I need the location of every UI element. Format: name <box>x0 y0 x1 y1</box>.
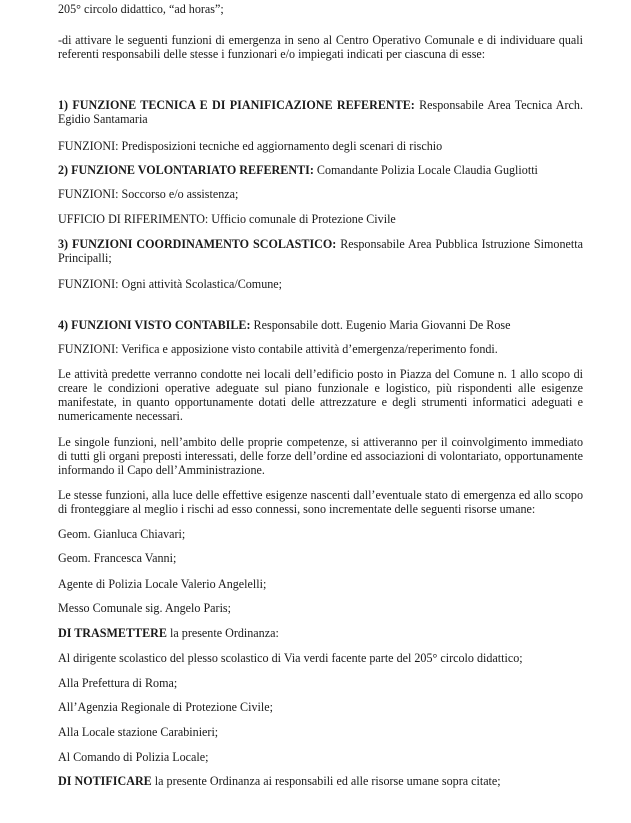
funzione-3-responsible: Responsabile Area Pubblica Istruzione Simonetta Principalli; <box>58 237 583 265</box>
funzione-1-title: 1) FUNZIONE TECNICA E DI PIANIFICAZIONE REFERENTE: <box>58 98 415 112</box>
recipient-item: All’Agenzia Regionale di Protezione Civile; <box>58 700 273 714</box>
funzione-4-tasks: FUNZIONI: Verifica e apposizione visto contabile attività d’emergenza/reperimento fondi. <box>58 342 498 356</box>
funzione-3-heading <box>58 237 583 265</box>
funzione-2-office: UFFICIO DI RIFERIMENTO: Ufficio comunale di Protezione Civile <box>58 212 396 226</box>
trasmettere-bold: DI TRASMETTERE <box>58 626 167 640</box>
funzione-4-responsible: Responsabile dott. Eugenio Maria Giovanni De Rose <box>250 318 511 332</box>
funzione-1-responsible: Responsabile Area Tecnica Arch. Egidio Santamaria <box>58 98 583 126</box>
recipient-item: Alla Locale stazione Carabinieri; <box>58 725 219 739</box>
resource-item: Agente di Polizia Locale Valerio Angelelli; <box>58 577 267 591</box>
funzione-2-responsible: Comandante Polizia Locale Claudia Gugliotti <box>313 163 538 177</box>
notificare-line <box>58 774 583 788</box>
recipient-item: Alla Prefettura di Roma; <box>58 676 178 690</box>
resource-item: Geom. Gianluca Chiavari; <box>58 527 186 541</box>
resource-item: Messo Comunale sig. Angelo Paris; <box>58 601 232 615</box>
resource-item: Geom. Francesca Vanni; <box>58 551 177 565</box>
trasmettere-rest: la presente Ordinanza: <box>167 626 279 640</box>
funzione-2-title: 2) FUNZIONE VOLONTARIATO REFERENTI: <box>58 163 314 177</box>
funzione-4-title: 4) FUNZIONI VISTO CONTABILE: <box>58 318 251 332</box>
funzione-4-heading <box>58 318 583 332</box>
document-page <box>58 0 583 823</box>
intro-line: 205° circolo didattico, “ad horas”; <box>58 2 224 16</box>
notificare-bold: DI NOTIFICARE <box>58 774 152 788</box>
funzione-1-tasks: FUNZIONI: Predisposizioni tecniche ed aggiornamento degli scenari di rischio <box>58 139 443 153</box>
attivare-paragraph: -di attivare le seguenti funzioni di emergenza in seno al Centro Operativo Comunale e di individuare quali referenti responsabili delle stesse i funzionari e/o impiegati indicati per ciascuna di esse: <box>58 33 583 61</box>
paragraph-attivita: Le attività predette verranno condotte nei locali dell’edificio posto in Piazza del Comune n. 1 allo scopo di creare le condizioni operative adeguate sul piano funzionale e logistico, più rispondenti alle esigenze manifestate, in quanto opportunamente dotati delle attrezzature e degli strumenti informatici adeguati e numericamente necessari. <box>58 367 583 423</box>
paragraph-stesse: Le stesse funzioni, alla luce delle effettive esigenze nascenti dall’eventuale stato di emergenza ed allo scopo di fronteggiare al meglio i rischi ad esso connessi, sono incrementate delle seguenti risorse umane: <box>58 488 583 516</box>
funzione-1-heading <box>58 98 583 126</box>
funzione-2-tasks: FUNZIONI: Soccorso e/o assistenza; <box>58 187 239 201</box>
funzione-3-tasks: FUNZIONI: Ogni attività Scolastica/Comune; <box>58 277 283 291</box>
trasmettere-line <box>58 626 583 640</box>
funzione-2-heading <box>58 163 583 177</box>
notificare-rest: la presente Ordinanza ai responsabili ed alle risorse umane sopra citate; <box>151 774 501 788</box>
recipient-item: Al Comando di Polizia Locale; <box>58 750 209 764</box>
paragraph-singole: Le singole funzioni, nell’ambito delle proprie competenze, si attiveranno per il coinvolgimento immediato di tutti gli organi preposti interessati, delle forze dell’ordine ed associazioni di volontariato, opportunamente informando il Capo dell’Amministrazione. <box>58 435 583 477</box>
funzione-3-title: 3) FUNZIONI COORDINAMENTO SCOLASTICO: <box>58 237 337 251</box>
recipient-item: Al dirigente scolastico del plesso scolastico di Via verdi facente parte del 205° circolo didattico; <box>58 651 523 665</box>
